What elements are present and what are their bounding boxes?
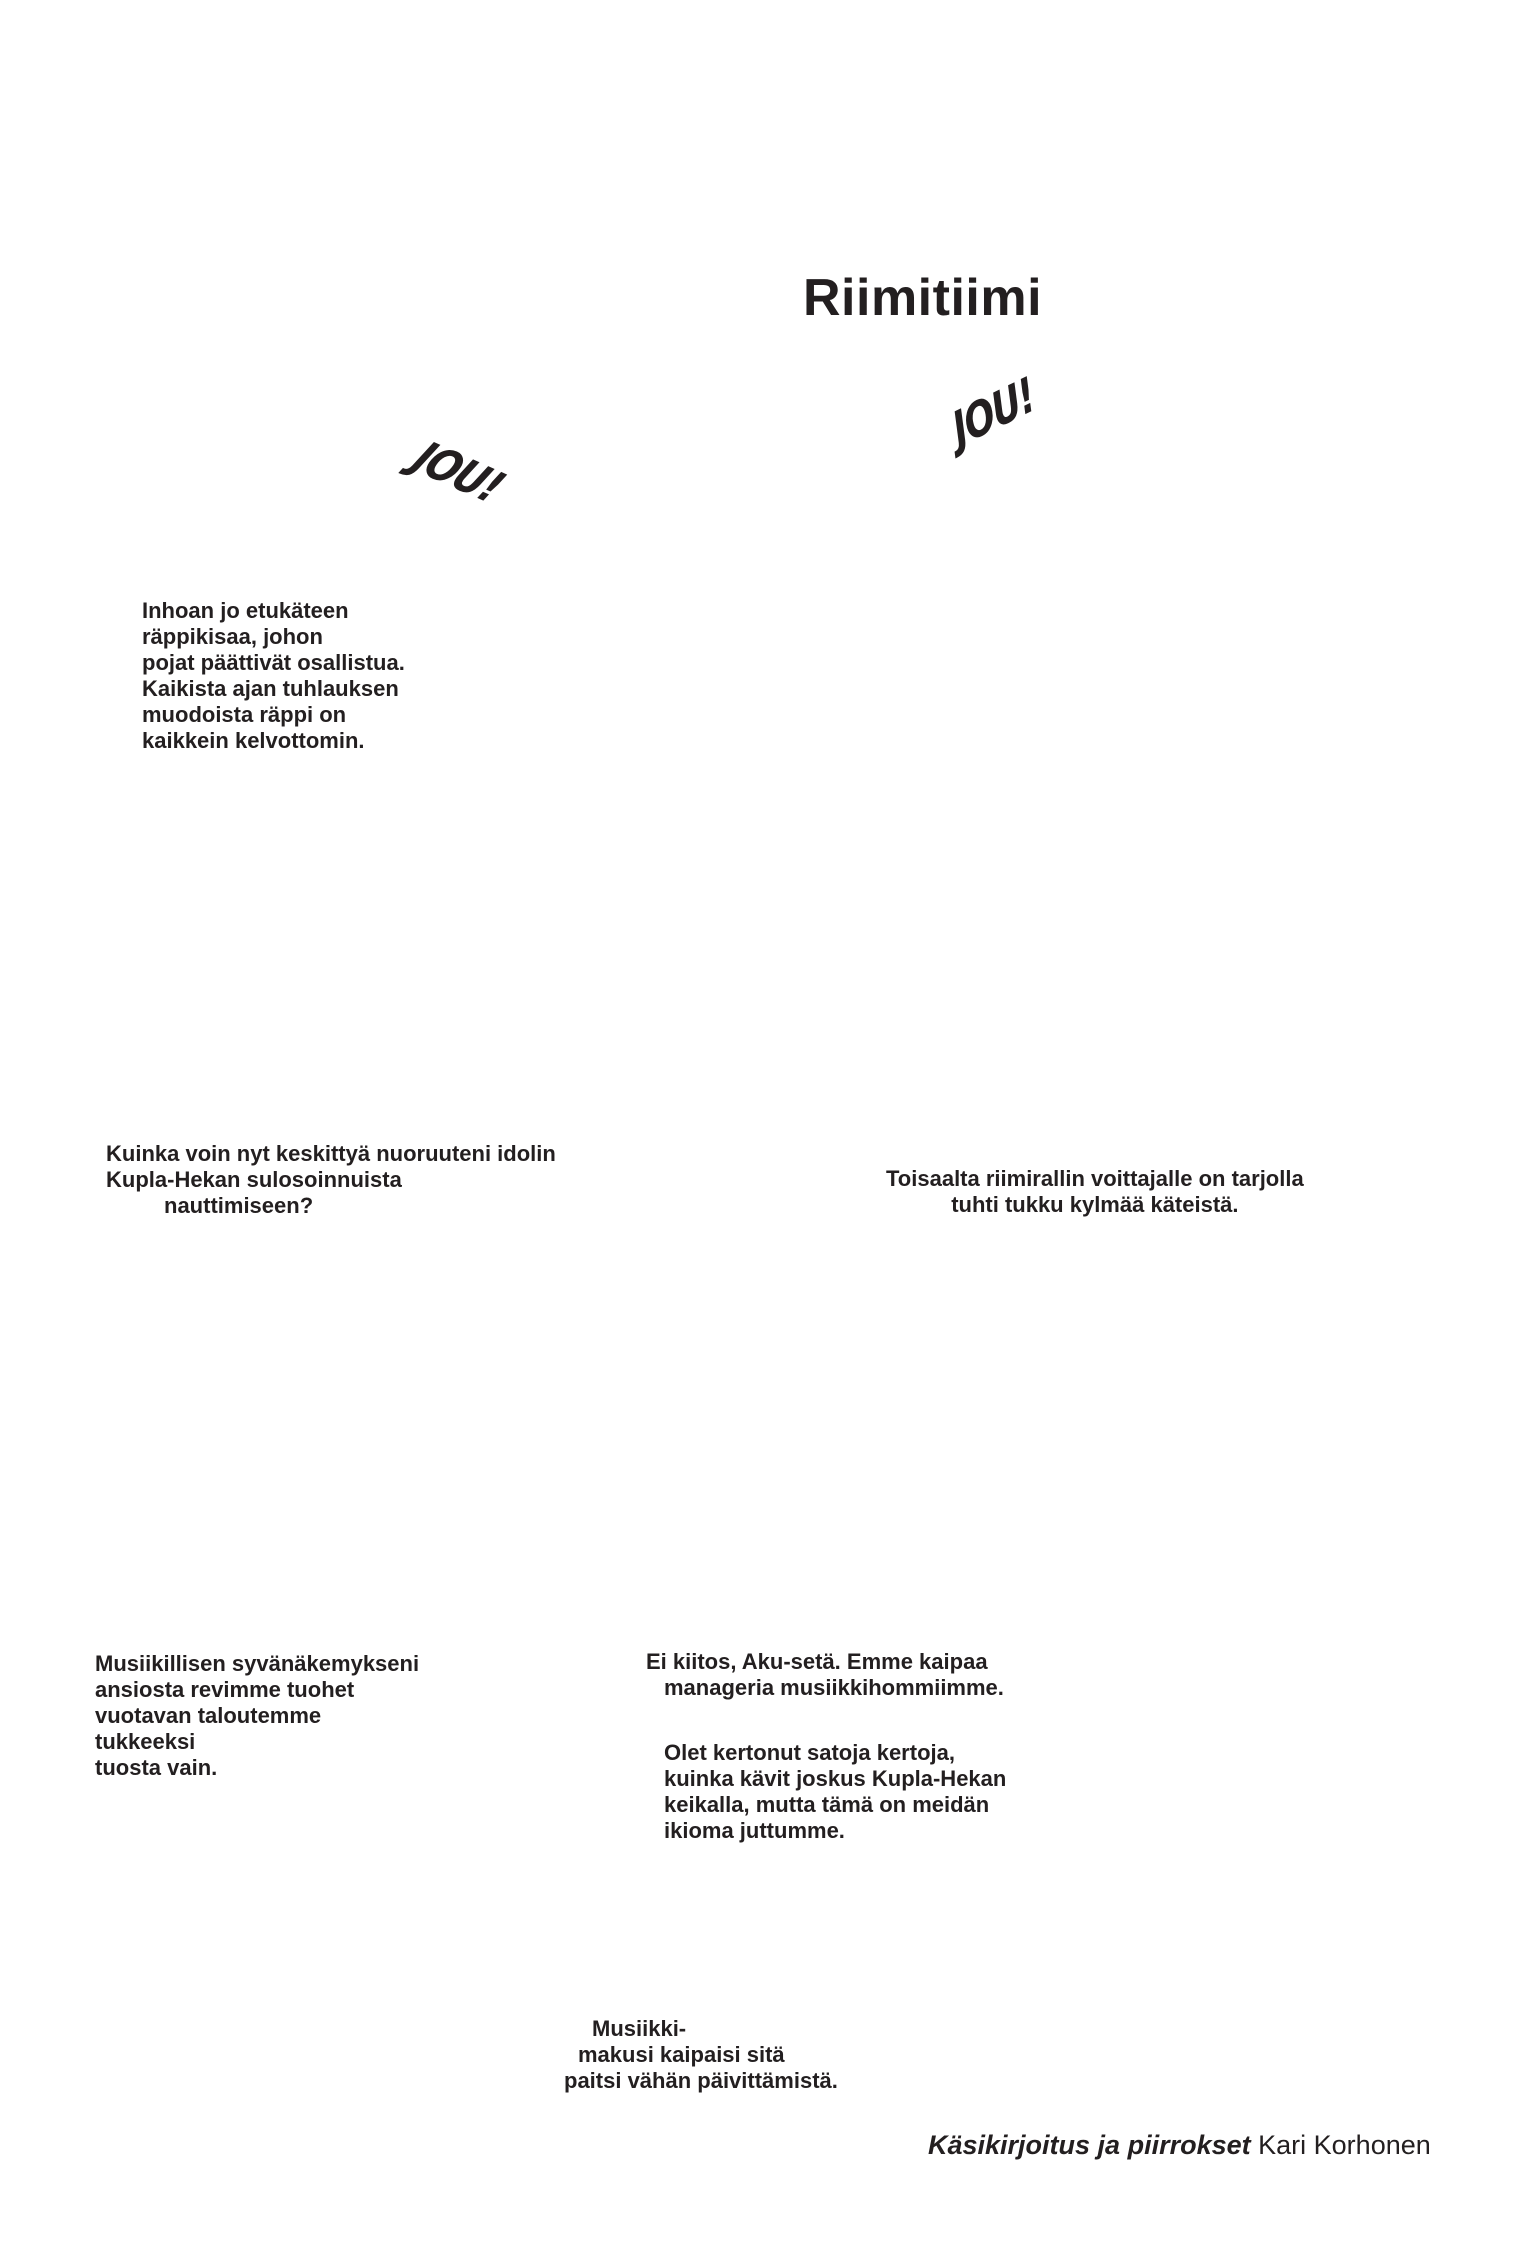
sound-effect-jou-left: JOU! — [403, 431, 514, 513]
bubble-line: Musiikillisen syvänäkemykseni — [95, 1651, 420, 1676]
credits — [928, 2130, 1431, 2161]
bubble-line: Kuinka voin nyt keskittyä nuoruuteni idolin — [106, 1141, 556, 1166]
bubble-line: Ei kiitos, Aku-setä. Emme kaipaa — [646, 1649, 988, 1674]
speech-bubble-6 — [664, 1740, 1006, 1844]
bubble-line: ikioma juttumme. — [664, 1818, 845, 1843]
bubble-line: räppikisaa, johon — [142, 624, 323, 649]
page-title: Riimitiimi — [803, 269, 1043, 327]
bubble-line: vuotavan taloutemme — [95, 1703, 322, 1728]
bubble-line: makusi kaipaisi sitä — [578, 2042, 785, 2067]
bubble-line: Olet kertonut satoja kertoja, — [664, 1740, 955, 1765]
speech-bubble-7 — [564, 2016, 838, 2094]
speech-bubble-4 — [95, 1651, 419, 1781]
bubble-line: tuhti tukku kylmää käteistä. — [951, 1192, 1239, 1217]
bubble-line: manageria musiikkihommiimme. — [664, 1675, 1004, 1700]
bubble-line: Musiikki- — [592, 2016, 687, 2041]
bubble-line: keikalla, mutta tämä on meidän — [664, 1792, 990, 1817]
bubble-line: kaikkein kelvottomin. — [142, 728, 365, 753]
bubble-line: Inhoan jo etukäteen — [142, 598, 349, 623]
speech-bubble-1 — [142, 598, 405, 754]
bubble-line: tukkeeksi — [95, 1729, 196, 1754]
bubble-line: ansiosta revimme tuohet — [95, 1677, 355, 1702]
speech-bubble-3 — [886, 1166, 1304, 1218]
credits-role: Käsikirjoitus ja piirrokset — [928, 2130, 1251, 2160]
sound-effect-jou-right: JOU! — [946, 366, 1041, 458]
speech-bubble-5 — [646, 1649, 1004, 1701]
credits-name: Kari Korhonen — [1258, 2130, 1431, 2160]
bubble-line: tuosta vain. — [95, 1755, 218, 1780]
bubble-line: paitsi vähän päivittämistä. — [564, 2068, 838, 2093]
speech-bubble-2 — [106, 1141, 556, 1219]
bubble-line: muodoista räppi on — [142, 702, 347, 727]
bubble-line: pojat päättivät osallistua. — [142, 650, 405, 675]
bubble-line: kuinka kävit joskus Kupla-Hekan — [664, 1766, 1007, 1791]
bubble-line: nauttimiseen? — [164, 1193, 314, 1218]
bubble-line: Kaikista ajan tuhlauksen — [142, 676, 399, 701]
bubble-line: Kupla-Hekan sulosoinnuista — [106, 1167, 402, 1192]
bubble-line: Toisaalta riimirallin voittajalle on tarjolla — [886, 1166, 1304, 1191]
